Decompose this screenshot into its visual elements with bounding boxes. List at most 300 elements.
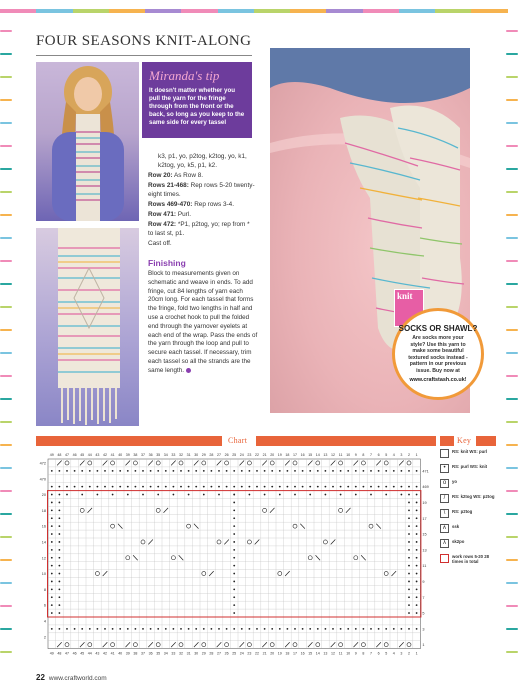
row-text: *P1, p2tog, yo; rep from * to last st, p1. bbox=[148, 221, 250, 237]
purl-stitch-mark bbox=[51, 596, 53, 598]
purl-stitch-mark bbox=[59, 628, 61, 630]
purl-stitch-mark bbox=[89, 470, 91, 472]
purl-stitch-mark bbox=[279, 486, 281, 488]
purl-stitch-mark bbox=[127, 628, 129, 630]
key-symbol bbox=[440, 554, 449, 563]
purl-stitch-mark bbox=[416, 596, 418, 598]
purl-stitch-mark bbox=[249, 470, 251, 472]
cast-off: Cast off. bbox=[148, 240, 172, 247]
purl-stitch-mark bbox=[416, 509, 418, 511]
purl-stitch-mark bbox=[104, 628, 106, 630]
purl-stitch-mark bbox=[165, 486, 167, 488]
purl-stitch-mark bbox=[279, 494, 281, 496]
purl-stitch-mark bbox=[150, 486, 152, 488]
row-number: 5 bbox=[422, 611, 425, 616]
row-number: 12 bbox=[41, 556, 46, 561]
key-text: sk2po bbox=[452, 539, 465, 544]
column-number: 26 bbox=[224, 453, 229, 457]
row-text: As Row 8. bbox=[173, 172, 204, 179]
purl-stitch-mark bbox=[233, 588, 235, 590]
column-number: 31 bbox=[186, 453, 191, 457]
purl-stitch-mark bbox=[233, 494, 235, 496]
purl-stitch-mark bbox=[165, 628, 167, 630]
purl-stitch-mark bbox=[59, 573, 61, 575]
purl-stitch-mark bbox=[416, 533, 418, 535]
purl-stitch-mark bbox=[332, 470, 334, 472]
purl-stitch-mark bbox=[256, 628, 258, 630]
purl-stitch-mark bbox=[401, 494, 403, 496]
purl-stitch-mark bbox=[416, 502, 418, 504]
purl-stitch-mark bbox=[416, 573, 418, 575]
row-number: 3 bbox=[422, 627, 425, 632]
purl-stitch-mark bbox=[325, 486, 327, 488]
purl-stitch-mark bbox=[408, 604, 410, 606]
column-number: 38 bbox=[133, 453, 138, 457]
column-number: 13 bbox=[323, 651, 328, 656]
purl-stitch-mark bbox=[233, 470, 235, 472]
purl-stitch-mark bbox=[233, 533, 235, 535]
purl-stitch-mark bbox=[127, 494, 129, 496]
column-number: 22 bbox=[255, 651, 259, 656]
purl-stitch-mark bbox=[309, 486, 311, 488]
purl-stitch-mark bbox=[59, 581, 61, 583]
purl-stitch-mark bbox=[180, 486, 182, 488]
key-symbol: \ bbox=[440, 509, 449, 518]
purl-stitch-mark bbox=[347, 486, 349, 488]
purl-stitch-mark bbox=[233, 549, 235, 551]
column-number: 4 bbox=[392, 453, 395, 457]
purl-stitch-mark bbox=[173, 628, 175, 630]
purl-stitch-mark bbox=[416, 525, 418, 527]
row-text: Rep rows 3-4. bbox=[194, 201, 234, 208]
purl-stitch-mark bbox=[81, 486, 83, 488]
purl-stitch-mark bbox=[271, 628, 273, 630]
purl-stitch-mark bbox=[112, 486, 114, 488]
purl-stitch-mark bbox=[249, 628, 251, 630]
key-tab-bar-right bbox=[476, 436, 496, 446]
purl-stitch-mark bbox=[51, 565, 53, 567]
tip-title: Miranda's tip bbox=[149, 68, 220, 83]
purl-stitch-mark bbox=[59, 494, 61, 496]
purl-stitch-mark bbox=[59, 549, 61, 551]
purl-stitch-mark bbox=[59, 557, 61, 559]
column-number: 30 bbox=[194, 453, 199, 457]
column-number: 28 bbox=[209, 651, 214, 656]
purl-stitch-mark bbox=[332, 486, 334, 488]
purl-stitch-mark bbox=[416, 557, 418, 559]
pattern-row bbox=[148, 210, 256, 219]
purl-stitch-mark bbox=[408, 581, 410, 583]
key-item bbox=[440, 479, 496, 494]
purl-stitch-mark bbox=[59, 525, 61, 527]
purl-stitch-mark bbox=[249, 486, 251, 488]
purl-stitch-mark bbox=[218, 494, 220, 496]
purl-stitch-mark bbox=[66, 628, 68, 630]
column-number: 41 bbox=[110, 453, 115, 457]
purl-stitch-mark bbox=[416, 486, 418, 488]
column-number: 3 bbox=[400, 651, 403, 656]
column-number: 10 bbox=[346, 651, 351, 656]
purl-stitch-mark bbox=[309, 470, 311, 472]
column-number: 41 bbox=[110, 651, 115, 656]
row-label: Rows 21-468: bbox=[148, 182, 189, 189]
promo-title: SOCKS OR SHAWL? bbox=[398, 324, 478, 333]
column-number: 42 bbox=[103, 651, 107, 656]
purl-stitch-mark bbox=[59, 565, 61, 567]
key-text: RS: purl WS: knit bbox=[452, 464, 488, 469]
purl-stitch-mark bbox=[119, 628, 121, 630]
column-number: 18 bbox=[285, 651, 290, 656]
purl-stitch-mark bbox=[173, 470, 175, 472]
column-number: 16 bbox=[300, 453, 305, 457]
purl-stitch-mark bbox=[135, 470, 137, 472]
purl-stitch-mark bbox=[302, 486, 304, 488]
purl-stitch-mark bbox=[416, 494, 418, 496]
column-number: 12 bbox=[331, 651, 335, 656]
purl-stitch-mark bbox=[256, 486, 258, 488]
column-number: 46 bbox=[72, 453, 77, 457]
purl-stitch-mark bbox=[59, 612, 61, 614]
row-number: 18 bbox=[41, 508, 46, 513]
column-number: 48 bbox=[57, 651, 62, 656]
purl-stitch-mark bbox=[74, 470, 76, 472]
purl-stitch-mark bbox=[218, 486, 220, 488]
purl-stitch-mark bbox=[81, 494, 83, 496]
row-number: 470 bbox=[39, 477, 46, 482]
purl-stitch-mark bbox=[408, 470, 410, 472]
row-text: Rep rows 5-20 twenty-eight times. bbox=[148, 182, 255, 198]
column-number: 49 bbox=[49, 651, 54, 656]
purl-stitch-mark bbox=[233, 573, 235, 575]
finishing-body: Block to measurements given on schematic and weave in ends. To add fringe, cut 84 lengths of yarn each 20cm long. For each tassel that forms the fringe, fold two lengths in half and use a crochet hook to pull the folded end through the yarnover eyelets at each end of the wrap. Pass the ends of the yarn through the loop and pull to secure each tassel. If necessary, trim each tassel so all the strands are the same length. bbox=[148, 270, 258, 374]
column-number: 1 bbox=[415, 651, 418, 656]
purl-stitch-mark bbox=[59, 509, 61, 511]
end-mark-icon bbox=[186, 368, 191, 373]
column-number: 39 bbox=[125, 651, 130, 656]
purl-stitch-mark bbox=[271, 470, 273, 472]
purl-stitch-mark bbox=[51, 502, 53, 504]
purl-stitch-mark bbox=[355, 628, 357, 630]
magazine-title: knit bbox=[397, 291, 413, 301]
row-number: 2 bbox=[43, 635, 46, 640]
purl-stitch-mark bbox=[81, 470, 83, 472]
purl-stitch-mark bbox=[112, 494, 114, 496]
purl-stitch-mark bbox=[264, 470, 266, 472]
column-number: 45 bbox=[80, 651, 85, 656]
purl-stitch-mark bbox=[309, 494, 311, 496]
page-number: 22 bbox=[36, 673, 45, 682]
purl-stitch-mark bbox=[385, 486, 387, 488]
key-symbol: o bbox=[440, 479, 449, 488]
row-number: 13 bbox=[422, 548, 427, 553]
purl-stitch-mark bbox=[97, 628, 99, 630]
column-number: 5 bbox=[385, 453, 388, 457]
purl-stitch-mark bbox=[233, 486, 235, 488]
row-number: 7 bbox=[422, 595, 425, 600]
purl-stitch-mark bbox=[211, 628, 213, 630]
purl-stitch-mark bbox=[294, 628, 296, 630]
purl-stitch-mark bbox=[51, 517, 53, 519]
purl-stitch-mark bbox=[211, 470, 213, 472]
purl-stitch-mark bbox=[195, 486, 197, 488]
purl-stitch-mark bbox=[51, 486, 53, 488]
row-number: 6 bbox=[43, 603, 46, 608]
purl-stitch-mark bbox=[279, 470, 281, 472]
purl-stitch-mark bbox=[81, 628, 83, 630]
column-number: 47 bbox=[65, 651, 69, 656]
row-number: 14 bbox=[41, 540, 46, 545]
column-number: 34 bbox=[163, 651, 168, 656]
column-number: 19 bbox=[277, 651, 282, 656]
purl-stitch-mark bbox=[347, 470, 349, 472]
column-number: 30 bbox=[194, 651, 199, 656]
purl-stitch-mark bbox=[370, 494, 372, 496]
purl-stitch-mark bbox=[416, 517, 418, 519]
purl-stitch-mark bbox=[408, 588, 410, 590]
purl-stitch-mark bbox=[51, 541, 53, 543]
column-number: 12 bbox=[331, 453, 335, 457]
key-tab-bar bbox=[440, 436, 454, 446]
purl-stitch-mark bbox=[51, 525, 53, 527]
purl-stitch-mark bbox=[142, 628, 144, 630]
column-number: 7 bbox=[370, 651, 372, 656]
purl-stitch-mark bbox=[233, 596, 235, 598]
purl-stitch-mark bbox=[165, 470, 167, 472]
column-number: 29 bbox=[201, 651, 206, 656]
row-number: 9 bbox=[422, 580, 425, 585]
row-number: 19 bbox=[422, 501, 427, 506]
row-number: 4 bbox=[43, 619, 46, 624]
purl-stitch-mark bbox=[332, 628, 334, 630]
column-number: 35 bbox=[156, 453, 161, 457]
purl-stitch-mark bbox=[408, 628, 410, 630]
purl-stitch-mark bbox=[393, 470, 395, 472]
row-number: 20 bbox=[41, 493, 46, 498]
purl-stitch-mark bbox=[233, 565, 235, 567]
purl-stitch-mark bbox=[370, 628, 372, 630]
column-number: 25 bbox=[232, 651, 237, 656]
purl-stitch-mark bbox=[256, 470, 258, 472]
column-number: 8 bbox=[362, 651, 365, 656]
purl-stitch-mark bbox=[416, 470, 418, 472]
purl-stitch-mark bbox=[119, 470, 121, 472]
tip-box bbox=[142, 62, 252, 138]
purl-stitch-mark bbox=[287, 486, 289, 488]
row-number: 15 bbox=[422, 532, 427, 537]
purl-stitch-mark bbox=[408, 549, 410, 551]
column-number: 10 bbox=[346, 453, 351, 457]
key-item bbox=[440, 554, 496, 569]
column-number: 2 bbox=[408, 651, 410, 656]
column-number: 3 bbox=[400, 453, 403, 457]
column-number: 2 bbox=[408, 453, 410, 457]
purl-stitch-mark bbox=[150, 628, 152, 630]
column-number: 37 bbox=[141, 651, 145, 656]
purl-stitch-mark bbox=[294, 494, 296, 496]
purl-stitch-mark bbox=[59, 541, 61, 543]
purl-stitch-mark bbox=[363, 470, 365, 472]
purl-stitch-mark bbox=[173, 494, 175, 496]
column-number: 16 bbox=[300, 651, 305, 656]
purl-stitch-mark bbox=[241, 486, 243, 488]
row-number: 469 bbox=[422, 485, 429, 490]
column-number: 21 bbox=[262, 651, 267, 656]
column-number: 6 bbox=[377, 453, 380, 457]
purl-stitch-mark bbox=[51, 612, 53, 614]
column-number: 21 bbox=[262, 453, 267, 457]
footer-url: www.craftworld.com bbox=[48, 675, 107, 682]
purl-stitch-mark bbox=[59, 588, 61, 590]
purl-stitch-mark bbox=[51, 604, 53, 606]
column-number: 15 bbox=[308, 453, 313, 457]
purl-stitch-mark bbox=[180, 628, 182, 630]
column-number: 39 bbox=[125, 453, 130, 457]
purl-stitch-mark bbox=[340, 470, 342, 472]
column-number: 20 bbox=[270, 453, 275, 457]
purl-stitch-mark bbox=[66, 470, 68, 472]
purl-stitch-mark bbox=[325, 494, 327, 496]
column-number: 31 bbox=[186, 651, 191, 656]
purl-stitch-mark bbox=[264, 486, 266, 488]
purl-stitch-mark bbox=[302, 470, 304, 472]
purl-stitch-mark bbox=[188, 628, 190, 630]
column-number: 38 bbox=[133, 651, 138, 656]
column-number: 36 bbox=[148, 651, 153, 656]
column-number: 34 bbox=[163, 453, 168, 457]
purl-stitch-mark bbox=[97, 494, 99, 496]
row-number: 471 bbox=[422, 469, 429, 474]
key-symbol: λ bbox=[440, 539, 449, 548]
purl-stitch-mark bbox=[408, 541, 410, 543]
chart-tab-bar bbox=[36, 436, 222, 446]
column-number: 17 bbox=[293, 453, 297, 457]
purl-stitch-mark bbox=[233, 525, 235, 527]
purl-stitch-mark bbox=[317, 486, 319, 488]
purl-stitch-mark bbox=[378, 628, 380, 630]
purl-stitch-mark bbox=[416, 604, 418, 606]
purl-stitch-mark bbox=[408, 573, 410, 575]
purl-stitch-mark bbox=[393, 486, 395, 488]
purl-stitch-mark bbox=[51, 557, 53, 559]
row-number: 16 bbox=[41, 524, 46, 529]
purl-stitch-mark bbox=[355, 494, 357, 496]
column-number: 9 bbox=[354, 651, 357, 656]
purl-stitch-mark bbox=[271, 486, 273, 488]
purl-stitch-mark bbox=[51, 533, 53, 535]
page-footer bbox=[36, 673, 107, 682]
purl-stitch-mark bbox=[51, 470, 53, 472]
chart-key bbox=[440, 449, 496, 569]
pattern-instructions bbox=[148, 152, 256, 249]
pattern-row bbox=[148, 200, 256, 209]
column-number: 49 bbox=[49, 453, 54, 457]
promo-link[interactable]: www.craftstash.co.uk! bbox=[409, 376, 467, 383]
scarf-closeup-photo bbox=[36, 228, 139, 426]
purl-stitch-mark bbox=[408, 494, 410, 496]
key-text: yo bbox=[452, 479, 458, 484]
column-number: 7 bbox=[370, 453, 372, 457]
left-edge-ticks bbox=[0, 30, 12, 674]
purl-stitch-mark bbox=[355, 486, 357, 488]
row-label: Row 472: bbox=[148, 221, 177, 228]
purl-stitch-mark bbox=[249, 494, 251, 496]
purl-stitch-mark bbox=[218, 470, 220, 472]
column-number: 47 bbox=[65, 453, 69, 457]
purl-stitch-mark bbox=[97, 486, 99, 488]
purl-stitch-mark bbox=[287, 470, 289, 472]
row-number: 1 bbox=[422, 643, 425, 648]
purl-stitch-mark bbox=[340, 494, 342, 496]
purl-stitch-mark bbox=[66, 486, 68, 488]
purl-stitch-mark bbox=[142, 470, 144, 472]
purl-stitch-mark bbox=[59, 533, 61, 535]
pattern-row bbox=[148, 171, 256, 180]
purl-stitch-mark bbox=[104, 470, 106, 472]
column-number: 4 bbox=[392, 651, 395, 656]
purl-stitch-mark bbox=[416, 581, 418, 583]
tip-text: It doesn't matter whether you pull the yarn for the fringe through from the front or the back, so long as you keep to the same side for every tassel bbox=[149, 87, 245, 126]
purl-stitch-mark bbox=[157, 628, 159, 630]
purl-stitch-mark bbox=[325, 470, 327, 472]
purl-stitch-mark bbox=[59, 486, 61, 488]
purl-stitch-mark bbox=[188, 470, 190, 472]
purl-stitch-mark bbox=[226, 628, 228, 630]
purl-stitch-mark bbox=[340, 628, 342, 630]
key-item bbox=[440, 464, 496, 479]
purl-stitch-mark bbox=[408, 612, 410, 614]
finishing-text bbox=[148, 270, 258, 376]
purl-stitch-mark bbox=[51, 549, 53, 551]
purl-stitch-mark bbox=[112, 628, 114, 630]
purl-stitch-mark bbox=[51, 628, 53, 630]
purl-stitch-mark bbox=[241, 470, 243, 472]
purl-stitch-mark bbox=[127, 470, 129, 472]
column-number: 24 bbox=[239, 651, 244, 656]
column-number: 23 bbox=[247, 453, 252, 457]
purl-stitch-mark bbox=[51, 509, 53, 511]
column-number: 25 bbox=[232, 453, 237, 457]
purl-stitch-mark bbox=[203, 628, 205, 630]
key-symbol bbox=[440, 449, 449, 458]
column-number: 40 bbox=[118, 651, 123, 656]
purl-stitch-mark bbox=[180, 470, 182, 472]
column-number: 33 bbox=[171, 453, 176, 457]
purl-stitch-mark bbox=[74, 486, 76, 488]
purl-stitch-mark bbox=[408, 596, 410, 598]
row-label: Row 20: bbox=[148, 172, 173, 179]
purl-stitch-mark bbox=[233, 557, 235, 559]
column-number: 28 bbox=[209, 453, 214, 457]
purl-stitch-mark bbox=[119, 486, 121, 488]
purl-stitch-mark bbox=[59, 502, 61, 504]
purl-stitch-mark bbox=[218, 628, 220, 630]
column-number: 11 bbox=[338, 453, 343, 457]
purl-stitch-mark bbox=[416, 541, 418, 543]
column-number: 14 bbox=[315, 453, 320, 457]
purl-stitch-mark bbox=[378, 470, 380, 472]
column-number: 8 bbox=[362, 453, 365, 457]
purl-stitch-mark bbox=[59, 596, 61, 598]
key-item bbox=[440, 539, 496, 554]
column-number: 40 bbox=[118, 453, 123, 457]
purl-stitch-mark bbox=[135, 628, 137, 630]
key-text: RS: p2tog bbox=[452, 509, 473, 514]
purl-stitch-mark bbox=[233, 604, 235, 606]
key-item bbox=[440, 449, 496, 464]
purl-stitch-mark bbox=[416, 628, 418, 630]
row-number: 472 bbox=[39, 461, 46, 466]
column-number: 35 bbox=[156, 651, 161, 656]
